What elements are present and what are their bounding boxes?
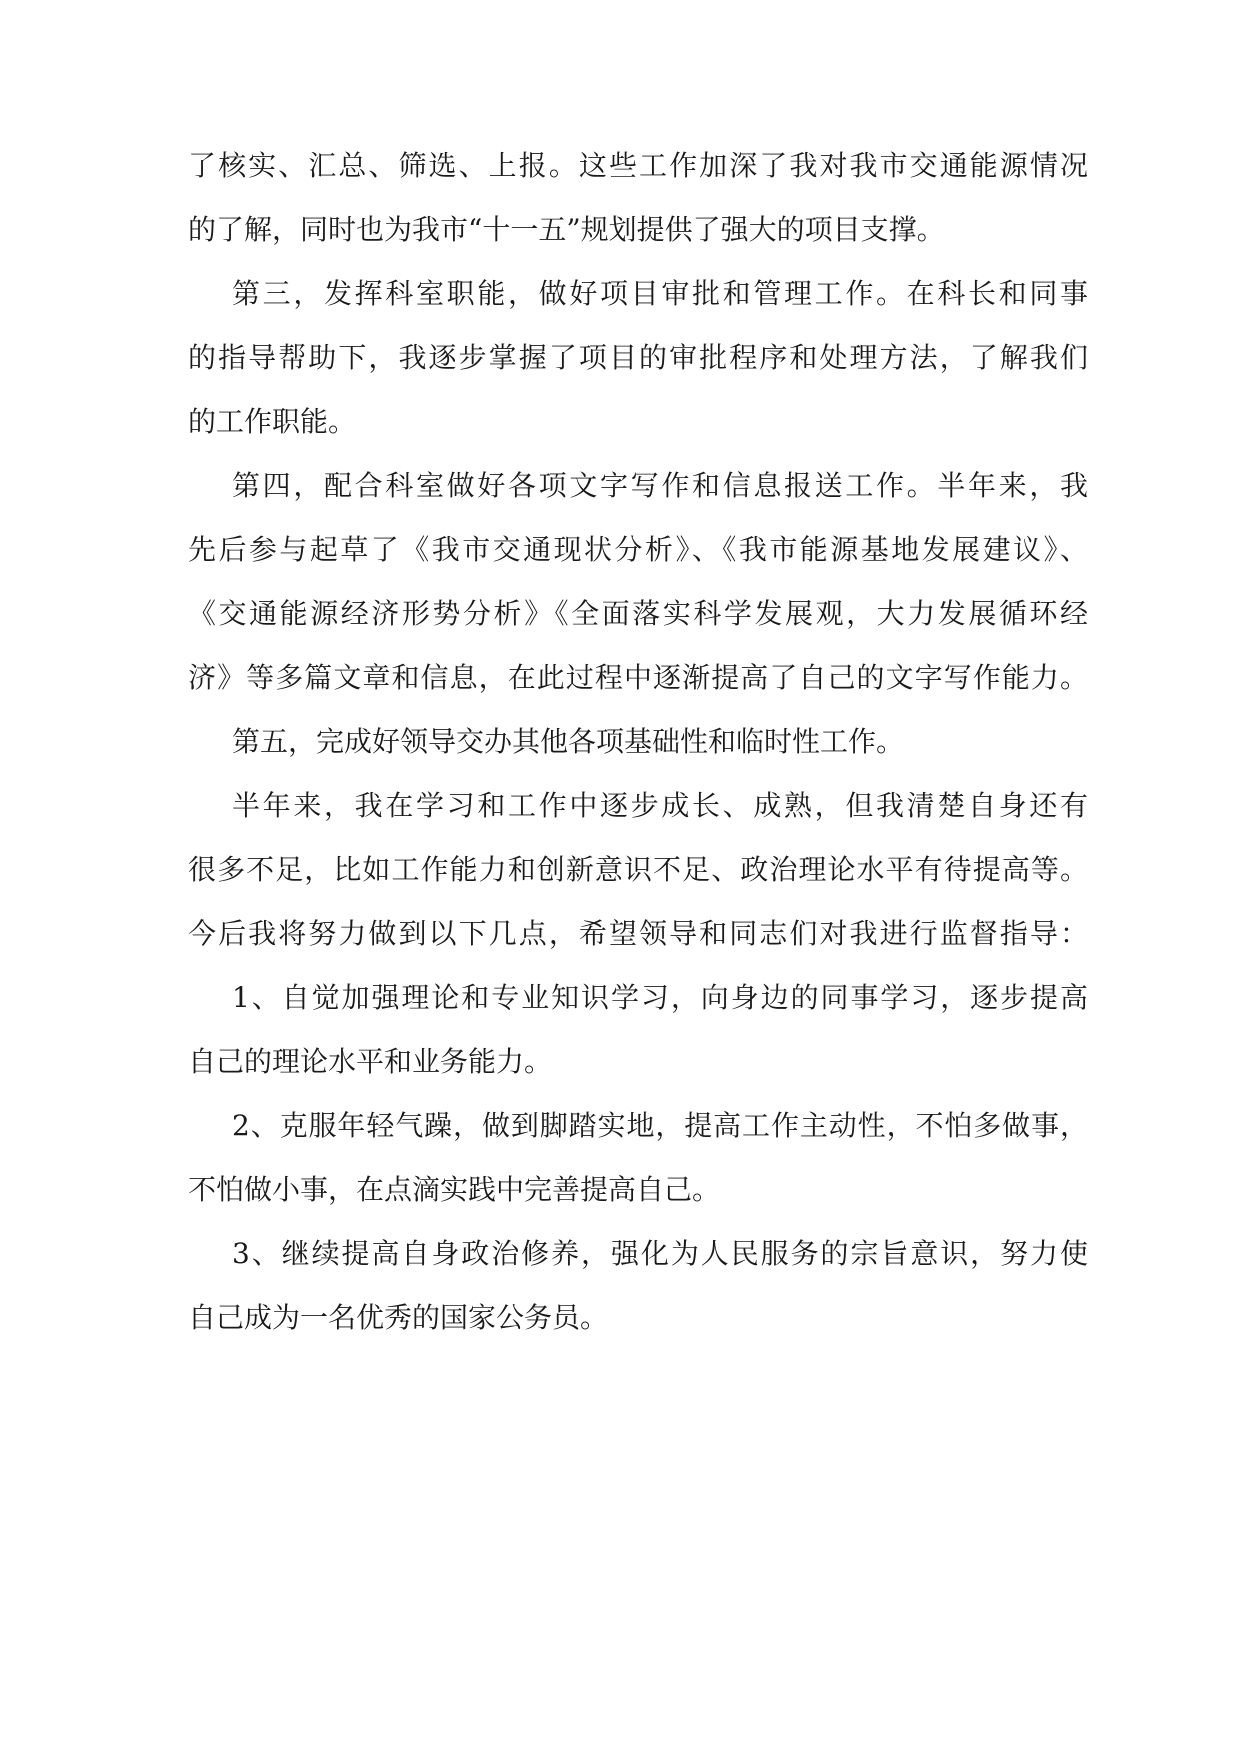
text-line: 了核实、汇总、筛选、上报。这些工作加深了我对我市交通能源情况 [188, 149, 1088, 182]
text-line: 今后我将努力做到以下几点，希望领导和同志们对我进行监督指导： [188, 917, 1088, 950]
document-body [188, 150, 1088, 1334]
text-line: 《交通能源经济形势分析》《全面落实科学发展观，大力发展循环经 [188, 597, 1088, 630]
text-line: 很多不足，比如工作能力和创新意识不足、政治理论水平有待提高等。 [188, 853, 1088, 886]
text-line: 第三，发挥科室职能，做好项目审批和管理工作。在科长和同事 [232, 277, 1088, 310]
text-line: 第四，配合科室做好各项文字写作和信息报送工作。半年来，我 [232, 469, 1088, 502]
text-line: 先后参与起草了《我市交通现状分析》、《我市能源基地发展建议》、 [188, 533, 1088, 566]
text-line: 自己成为一名优秀的国家公务员。 [188, 1301, 609, 1334]
text-line: 2、克服年轻气躁，做到脚踏实地，提高工作主动性，不怕多做事， [232, 1109, 1088, 1142]
text-line: 不怕做小事，在点滴实践中完善提高自己。 [188, 1173, 721, 1206]
text-line: 济》等多篇文章和信息，在此过程中逐渐提高了自己的文字写作能力。 [188, 661, 1088, 694]
text-line: 半年来，我在学习和工作中逐步成长、成熟，但我清楚自身还有 [232, 789, 1088, 822]
text-line: 的工作职能。 [188, 405, 357, 438]
text-line: 1、自觉加强理论和专业知识学习，向身边的同事学习，逐步提高 [232, 981, 1088, 1014]
text-line: 的了解，同时也为我市“十一五”规划提供了强大的项目支撑。 [188, 213, 945, 246]
text-line: 自己的理论水平和业务能力。 [188, 1045, 553, 1078]
text-line: 的指导帮助下，我逐步掌握了项目的审批程序和处理方法，了解我们 [188, 341, 1088, 374]
text-line: 3、继续提高自身政治修养，强化为人民服务的宗旨意识，努力使 [232, 1237, 1088, 1270]
text-line: 第五，完成好领导交办其他各项基础性和临时性工作。 [232, 725, 905, 758]
